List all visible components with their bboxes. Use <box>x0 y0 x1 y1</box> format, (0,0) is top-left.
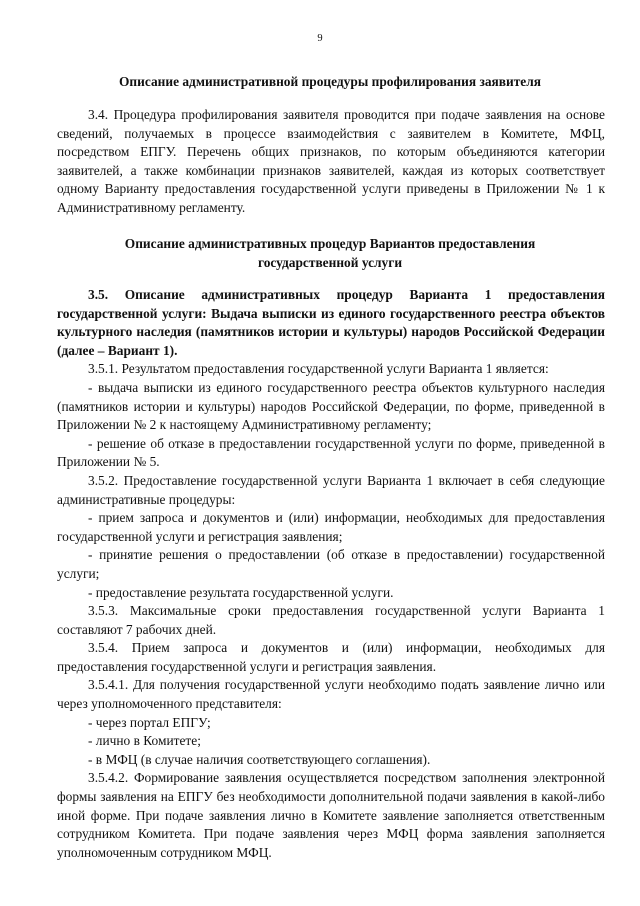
list-item: - предоставление результата государственной услуги. <box>88 584 394 600</box>
main-body <box>57 286 605 862</box>
list-item: - принятие решения о предоставлении (об отказе в предоставлении) государственной услуги; <box>57 547 605 581</box>
paragraph-3-5-2: 3.5.2. Предоставление государственной услуги Варианта 1 включает в себя следующие административные процедуры: <box>57 472 605 507</box>
list-item: - решение об отказе в предоставлении государственной услуги по форме, приведенной в Приложении № 5. <box>57 435 605 470</box>
paragraph-text: 3.4. Процедура профилирования заявителя проводится при подаче заявления на основе сведений, получаемых в процессе взаимодействия с заявителем в Комитете, МФЦ, посредством ЕПГУ. Перечень общих признаков, по которым объединяются категории заявителей, а также комбинации признаков заявителей, каждая из которых соответствует одному Варианту предоставления государственной услуги приведены в Приложении № 1 к Административному регламенту. <box>57 107 605 215</box>
paragraph-3-5-1: 3.5.1. Результатом предоставления государственной услуги Варианта 1 является: <box>88 361 549 377</box>
paragraph-3-5-3: 3.5.3. Максимальные сроки предоставления государственной услуги Варианта 1 составляют 7 рабочих дней. <box>57 603 605 637</box>
paragraph-3-5-4-1: 3.5.4.1. Для получения государственной услуги необходимо подать заявление лично или через уполномоченного представителя: <box>57 677 605 712</box>
list-item: - прием запроса и документов и (или) информации, необходимых для предоставления государственной услуги и регистрация заявления; <box>57 510 605 544</box>
heading-line-1: Описание административных процедур Вариантов предоставления <box>124 236 536 251</box>
section-heading-variants <box>40 234 620 272</box>
list-item: - выдача выписки из единого государственного реестра объектов культурного наследия (памятников истории и культуры) народов Российской Федерации, по форме, приведенной в Приложении № 2 к настоящему Административному регламенту; <box>57 379 605 433</box>
section-heading-profiling: Описание административной процедуры профилирования заявителя <box>118 74 541 89</box>
list-item: - в МФЦ (в случае наличия соответствующего соглашения). <box>88 751 431 767</box>
list-item: - лично в Комитете; <box>88 733 201 749</box>
paragraph-3-5-4-2: 3.5.4.2. Формирование заявления осуществляется посредством заполнения электронной формы заявления на ЕПГУ без необходимости дополнительной подачи заявления в какой-либо иной форме. При подаче заявления лично в Комитете заявление заполняется ответственным сотрудником Комитета. При подаче заявления через МФЦ форма заявления заполняется уполномоченным сотрудником МФЦ. <box>57 770 605 860</box>
heading-line-2: государственной услуги <box>257 255 403 270</box>
paragraph-3-5: 3.5. Описание административных процедур Варианта 1 предоставления государственной услуги: Выдача выписки из единого государственного реестра объектов культурного наследия (памятников истории и культуры) народов Российской Федерации (далее – Вариант 1). <box>57 287 605 358</box>
paragraph-3-5-4: 3.5.4. Прием запроса и документов и (или) информации, необходимых для предоставления государственной услуги и регистрация заявления. <box>57 640 605 674</box>
list-item: - через портал ЕПГУ; <box>88 714 211 730</box>
paragraph-3-4 <box>57 106 605 218</box>
page-number: 9 <box>317 33 323 44</box>
